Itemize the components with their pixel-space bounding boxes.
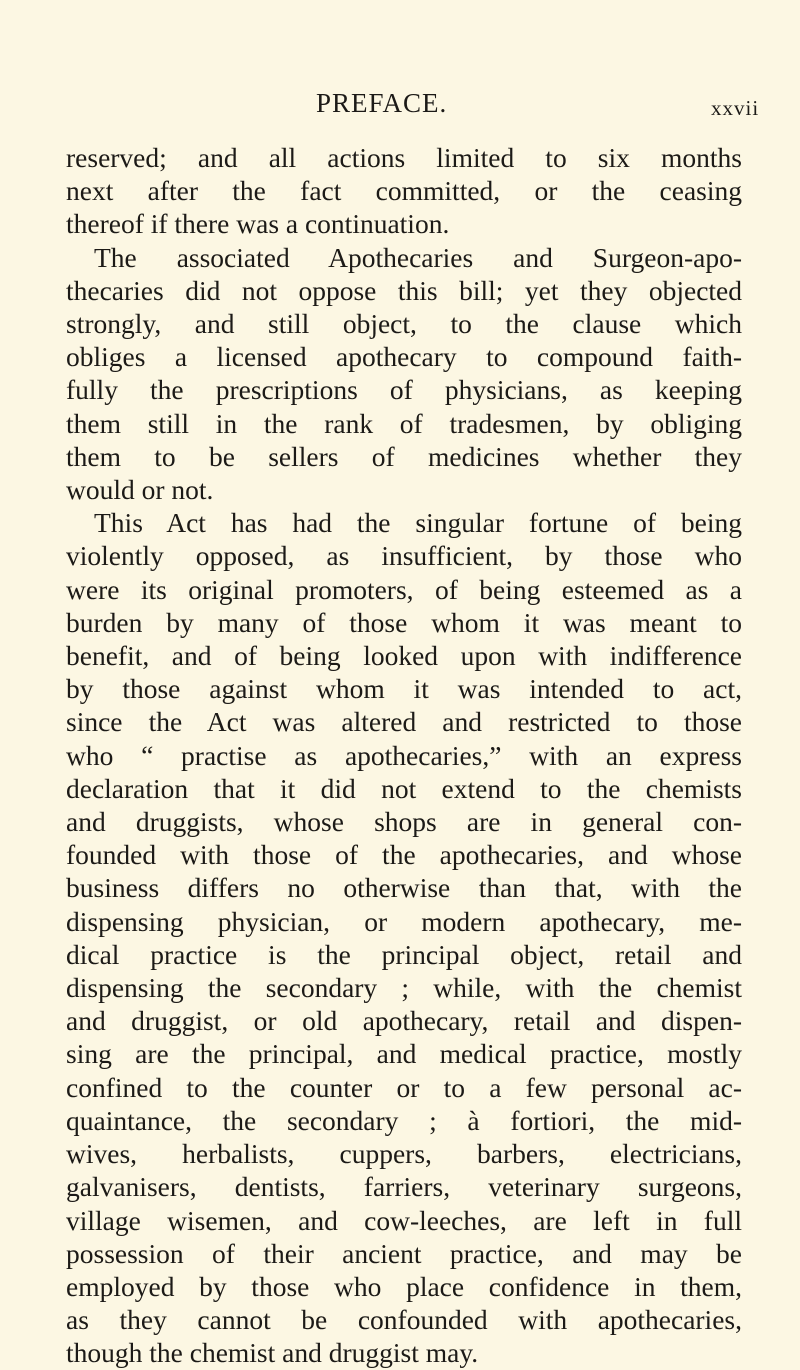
body-text	[66, 141, 742, 1370]
text-line: obliges a licensed apothecary to compound faith-	[66, 341, 742, 373]
text-line: as they cannot be confounded with apothecaries,	[66, 1304, 742, 1336]
text-line: by those against whom it was intended to act,	[66, 673, 742, 705]
text-line: dispensing physician, or modern apothecary, me-	[66, 905, 742, 937]
text-line: This Act has had the singular fortune of being	[94, 507, 742, 539]
text-line: next after the fact committed, or the ceasing	[66, 175, 742, 207]
text-line: founded with those of the apothecaries, and whose	[66, 839, 742, 871]
text-line: though the chemist and druggist may.	[66, 1337, 479, 1369]
text-line: were its original promoters, of being esteemed as a	[66, 573, 742, 605]
text-line: declaration that it did not extend to the chemists	[66, 772, 742, 804]
text-line: confined to the counter or to a few personal ac-	[66, 1071, 742, 1103]
text-line: since the Act was altered and restricted to those	[66, 706, 742, 738]
text-line: dical practice is the principal object, retail and	[66, 938, 742, 970]
text-line: possession of their ancient practice, and may be	[66, 1237, 742, 1269]
page-number: xxvii	[711, 96, 760, 120]
text-line: who “ practise as apothecaries,” with an express	[66, 739, 742, 771]
text-line: thereof if there was a continuation.	[66, 208, 450, 240]
text-line: and druggists, whose shops are in general con-	[66, 806, 742, 838]
text-line: quaintance, the secondary ; à fortiori, the mid-	[66, 1104, 742, 1136]
text-line: The associated Apothecaries and Surgeon-apo-	[94, 241, 742, 273]
text-line: would or not.	[66, 474, 214, 506]
text-line: thecaries did not oppose this bill; yet they objected	[66, 274, 742, 306]
text-line: them to be sellers of medicines whether they	[66, 440, 742, 472]
text-line: them still in the rank of tradesmen, by obliging	[66, 407, 742, 439]
text-line: employed by those who place confidence in them,	[66, 1270, 742, 1302]
text-line: sing are the principal, and medical practice, mostly	[66, 1038, 742, 1070]
text-line: reserved; and all actions limited to six months	[66, 142, 742, 173]
text-line: fully the prescriptions of physicians, as keeping	[66, 374, 742, 406]
text-line: benefit, and of being looked upon with indifference	[66, 640, 742, 672]
text-line: business differs no otherwise than that, with the	[66, 872, 742, 904]
text-line: galvanisers, dentists, farriers, veterinary surgeons,	[66, 1171, 742, 1203]
running-head: PREFACE.	[316, 88, 448, 118]
text-line: dispensing the secondary ; while, with the chemist	[66, 972, 742, 1004]
text-line: village wisemen, and cow-leeches, are left in full	[66, 1204, 742, 1236]
text-line: strongly, and still object, to the clause which	[66, 308, 742, 340]
text-line: burden by many of those whom it was meant to	[66, 606, 742, 638]
text-line: wives, herbalists, cuppers, barbers, electricians,	[66, 1138, 742, 1170]
text-line: and druggist, or old apothecary, retail and dispen-	[66, 1005, 742, 1037]
text-line: violently opposed, as insufficient, by those who	[66, 540, 742, 572]
